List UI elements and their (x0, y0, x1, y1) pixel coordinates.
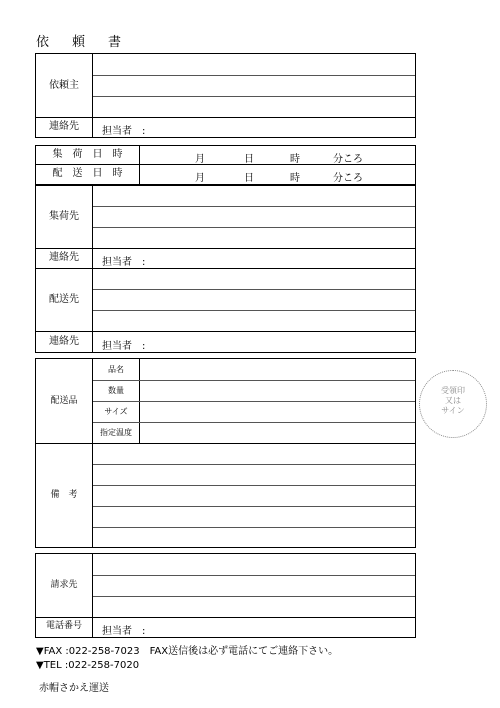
item-size-label: サイズ (104, 407, 128, 416)
delivery-datetime-label: 配 送 日 時 (52, 168, 123, 179)
item-name-label: 品名 (108, 365, 124, 374)
requester-label: 依頼主 (49, 80, 79, 91)
delivery-person-label: 担当者 : (102, 341, 146, 352)
stamp-line-2: 又は (445, 396, 461, 405)
document-title: 依 頼 書 (36, 35, 127, 50)
pickup-location-label: 集荷先 (49, 211, 79, 222)
requester-person-label: 担当者 : (102, 126, 146, 137)
delivery-minute-unit: 分ころ (333, 173, 363, 184)
footer-tel: ▼TEL :022-258-7020 (36, 660, 140, 671)
footer-company: 赤帽さかえ運送 (39, 683, 109, 694)
pickup-contact-label: 連絡先 (49, 252, 79, 263)
billing-label: 請求先 (50, 580, 78, 590)
delivery-contact-label: 連絡先 (49, 336, 79, 347)
billing-phone-label: 電話番号 (45, 621, 82, 631)
delivery-month-unit: 月 (195, 173, 205, 184)
footer-fax: ▼FAX :022-258-7023 FAX送信後は必ず電話にてご連絡下さい。 (36, 646, 339, 657)
delivery-hour-unit: 時 (290, 173, 300, 184)
pickup-hour-unit: 時 (290, 154, 300, 165)
stamp-line-3: サイン (441, 406, 465, 415)
pickup-day-unit: 日 (244, 154, 254, 165)
billing-person-label: 担当者 : (102, 626, 146, 637)
pickup-month-unit: 月 (195, 154, 205, 165)
stamp-line-1: 受領印 (441, 386, 465, 395)
delivery-location-label: 配送先 (49, 294, 79, 305)
item-temperature-label: 指定温度 (100, 428, 132, 437)
receipt-stamp-circle (419, 370, 487, 438)
pickup-person-label: 担当者 : (102, 257, 146, 268)
delivery-day-unit: 日 (244, 173, 254, 184)
requester-contact-label: 連絡先 (49, 121, 79, 132)
item-quantity-label: 数量 (108, 386, 124, 395)
pickup-datetime-label: 集 荷 日 時 (52, 149, 123, 160)
remarks-label: 備 考 (50, 490, 78, 500)
pickup-minute-unit: 分ころ (333, 154, 363, 165)
items-label: 配送品 (50, 396, 78, 406)
